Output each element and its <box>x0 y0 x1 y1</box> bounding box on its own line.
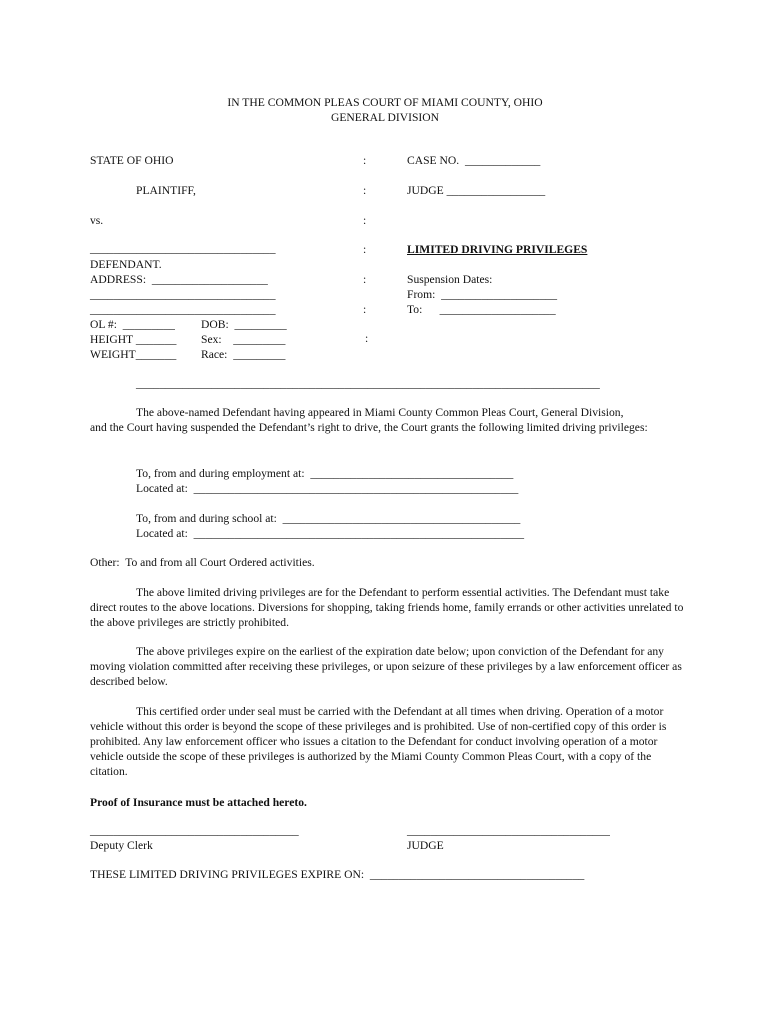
division-title: GENERAL DIVISION <box>330 111 440 124</box>
height-field: HEIGHT _______ <box>90 333 177 346</box>
intro-first-line: The above-named Defendant having appeared in Miami County Common Pleas Court, General Division, <box>136 406 624 419</box>
paragraph-text: The above privileges expire on the earliest of the expiration date below; upon conviction of the Defendant for any moving violation committed after receiving these privileges, or upon seizure of these privileges by a law enforcement officer as described below. <box>90 645 682 688</box>
suspension-to-field: To: ____________________ <box>407 303 556 316</box>
insurance-notice: Proof of Insurance must be attached hereto. <box>90 796 307 809</box>
paragraph-text: This certified order under seal must be carried with the Defendant at all times when driving. Operation of a motor vehicle without this order is beyond the scope of these privileges and is prohibited. Use of non-certified copy of this order is prohibited. Any law enforcement officer who issues a citation to the Defendant for conduct involving operation of a motor vehicle outside the scope of these privileges is authorized by the Miami County Common Pleas Court, with a copy of the citation. <box>90 705 667 778</box>
vs-label: vs. <box>90 214 104 227</box>
defendant-label: DEFENDANT. <box>90 258 162 271</box>
paragraph-text: The above limited driving privileges are for the Defendant to perform essential activities. The Defendant must take direct routes to the above locations. Diversions for shopping, taking friends home, family errands or other activities unrelated to the above privileges are strictly prohibited. <box>90 586 684 629</box>
caption-colon: : <box>363 184 367 197</box>
caption-colon: : <box>363 214 367 227</box>
judge-signature-label: JUDGE <box>407 839 444 852</box>
weight-field: WEIGHT_______ <box>90 348 177 361</box>
essential-activities-paragraph <box>90 585 690 630</box>
judge-signature-line: ___________________________________ <box>407 824 610 837</box>
address-line-2: ________________________________ <box>90 288 276 301</box>
judge-field: JUDGE _________________ <box>407 184 546 197</box>
court-title: IN THE COMMON PLEAS COURT OF MIAMI COUNTY, OHIO <box>227 96 543 109</box>
document-title: LIMITED DRIVING PRIVILEGES <box>407 243 588 256</box>
caption-colon: : <box>363 273 367 286</box>
expiration-date-field: THESE LIMITED DRIVING PRIVILEGES EXPIRE ON: _____________________________________ <box>90 868 585 881</box>
clerk-label: Deputy Clerk <box>90 839 153 852</box>
school-location-field: Located at: _________________________________________________________ <box>136 527 525 540</box>
caption-colon: : <box>365 332 369 345</box>
sex-field: Sex: _________ <box>201 333 286 346</box>
suspension-dates-label: Suspension Dates: <box>407 273 493 286</box>
employment-field: To, from and during employment at: ___________________________________ <box>136 467 514 480</box>
other-activities: Other: To and from all Court Ordered activities. <box>90 556 315 569</box>
address-field: ADDRESS: ____________________ <box>90 273 268 286</box>
race-field: Race: _________ <box>201 348 286 361</box>
state-label: STATE OF OHIO <box>90 154 174 167</box>
certified-order-paragraph <box>90 704 690 779</box>
ol-field: OL #: _________ <box>90 318 175 331</box>
clerk-signature-line: ____________________________________ <box>90 824 299 837</box>
separator-line: ________________________________________________________________________________ <box>136 377 600 390</box>
caption-colon: : <box>363 303 367 316</box>
suspension-from-field: From: ____________________ <box>407 288 558 301</box>
intro-paragraph <box>90 405 690 435</box>
intro-rest: and the Court having suspended the Defendant’s right to drive, the Court grants the following limited driving privileges: <box>90 421 648 434</box>
case-number-field: CASE NO. _____________ <box>407 154 541 167</box>
expiration-paragraph <box>90 644 690 689</box>
dob-field: DOB: _________ <box>201 318 287 331</box>
plaintiff-label: PLAINTIFF, <box>136 184 196 197</box>
defendant-name-line: ________________________________ <box>90 242 276 255</box>
caption-colon: : <box>363 243 367 256</box>
address-line-3: ________________________________ <box>90 303 276 316</box>
caption-colon: : <box>363 154 367 167</box>
employment-location-field: Located at: ________________________________________________________ <box>136 482 519 495</box>
school-field: To, from and during school at: _________________________________________ <box>136 512 521 525</box>
